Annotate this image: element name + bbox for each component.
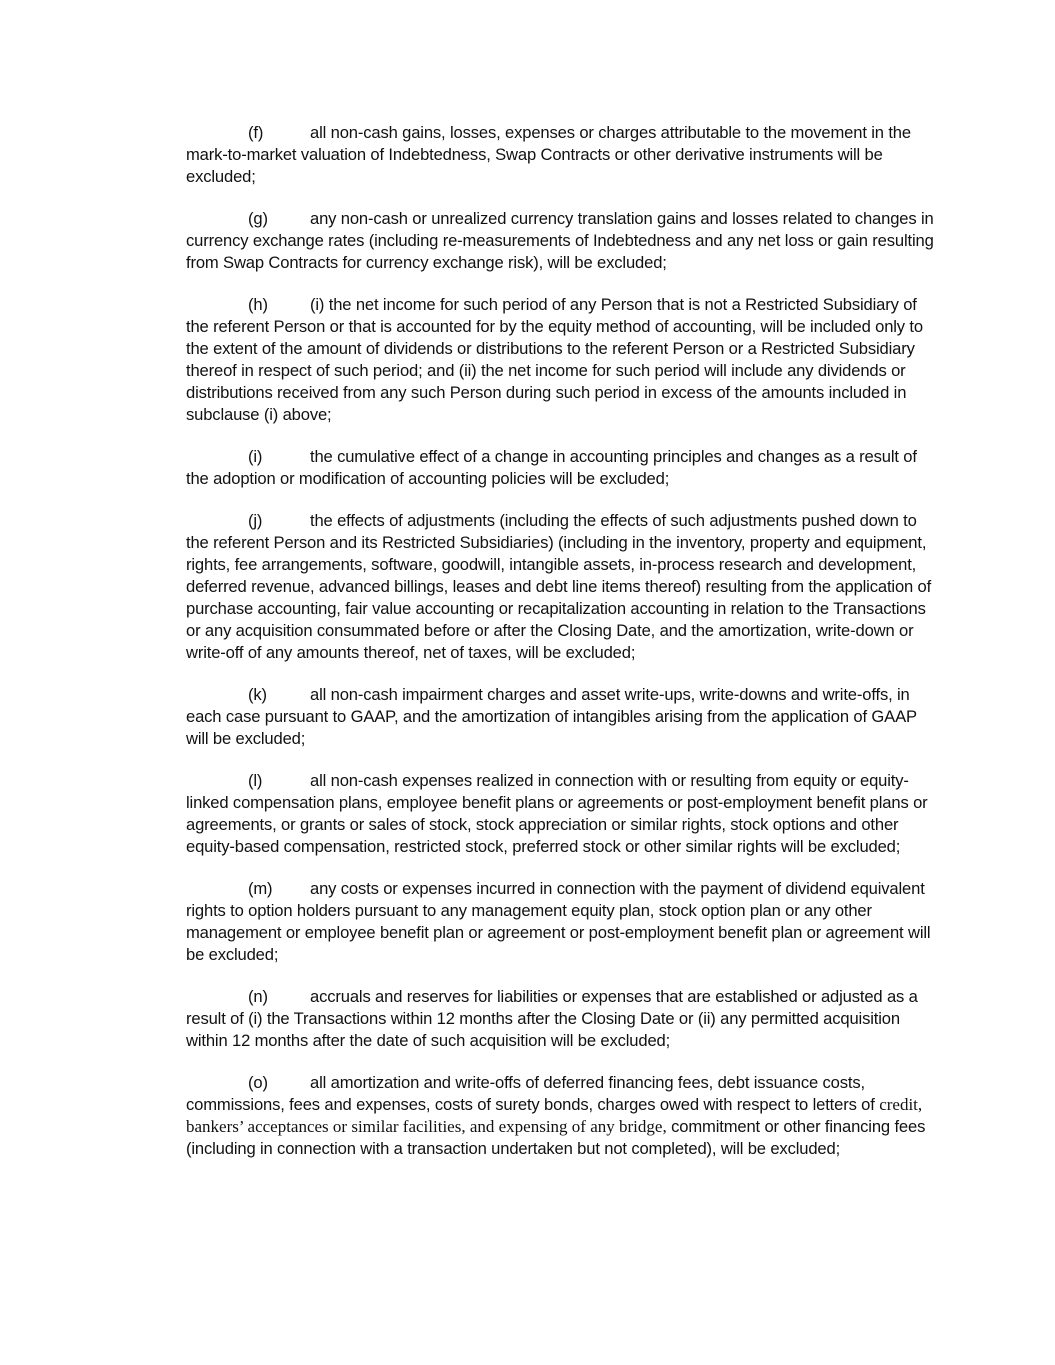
clause-text: (i) the net income for such period of any Person that is not a Restricted Subsidiary of the referent Person or that is accounted for by the equity method of accounting, will be included only to the extent of the amount of dividends or distributions to the referent Person or a Restricted Subsidiary thereof in respect of such period; and (ii) the net income for such period will include any dividends or distributions received from any such Person during such period in excess of the amounts included in subclause (i) above; xyxy=(186,295,923,424)
clause-label: (f) xyxy=(248,123,264,142)
clause-label: (g) xyxy=(248,209,268,228)
clause-n xyxy=(186,986,938,1052)
clause-label: (i) xyxy=(248,447,263,466)
clause-text: commitment or other financing fees (including in connection with a transaction undertaken but not completed), will be excluded; xyxy=(186,1117,926,1158)
clause-h xyxy=(186,294,938,426)
clause-label: (j) xyxy=(248,511,263,530)
clause-text: all non-cash expenses realized in connection with or resulting from equity or equity-linked compensation plans, employee benefit plans or agreements or post-employment benefit plans or agreements, or grants or sales of stock, stock appreciation or similar rights, stock options and other equity-based compensation, restricted stock, preferred stock or other similar rights will be excluded; xyxy=(186,771,928,856)
clause-text: all non-cash gains, losses, expenses or charges attributable to the movement in the mark-to-market valuation of Indebtedness, Swap Contracts or other derivative instruments will be excluded; xyxy=(186,123,911,186)
clause-text: the effects of adjustments (including the effects of such adjustments pushed down to the referent Person and its Restricted Subsidiaries) (including in the inventory, property and equipment, rights, fee arrangements, software, goodwill, intangible assets, in-process research and development, deferred revenue, advanced billings, leases and debt line items thereof) resulting from the application of purchase accounting, fair value accounting or recapitalization accounting in relation to the Transactions or any acquisition consummated before or after the Closing Date, and the amortization, write-down or write-off of any amounts thereof, net of taxes, will be excluded; xyxy=(186,511,932,662)
clause-k xyxy=(186,684,938,750)
clause-text-serif-run: credit, bankers’ acceptances or similar facilities, and expensing of any bridge, xyxy=(186,1095,923,1136)
clause-i xyxy=(186,446,938,490)
clause-text: the cumulative effect of a change in accounting principles and changes as a result of the adoption or modification of accounting policies will be excluded; xyxy=(186,447,917,488)
clause-text: any costs or expenses incurred in connection with the payment of dividend equivalent rights to option holders pursuant to any management equity plan, stock option plan or any other management or employee benefit plan or agreement or post-employment benefit plan or agreement will be excluded; xyxy=(186,879,931,964)
document-page xyxy=(186,122,938,1180)
clause-label: (o) xyxy=(248,1073,268,1092)
clause-g xyxy=(186,208,938,274)
clause-l xyxy=(186,770,938,858)
clause-j xyxy=(186,510,938,664)
clause-label: (k) xyxy=(248,685,267,704)
clause-f xyxy=(186,122,938,188)
clause-text: all amortization and write-offs of deferred financing fees, debt issuance costs, commissions, fees and expenses, costs of surety bonds, charges owed with respect to letters of xyxy=(186,1073,880,1114)
clause-label: (n) xyxy=(248,987,268,1006)
clause-text: all non-cash impairment charges and asset write-ups, write-downs and write-offs, in each case pursuant to GAAP, and the amortization of intangibles arising from the application of GAAP will be excluded; xyxy=(186,685,917,748)
clause-label: (l) xyxy=(248,771,263,790)
clause-m xyxy=(186,878,938,966)
clause-text: accruals and reserves for liabilities or expenses that are established or adjusted as a result of (i) the Transactions within 12 months after the Closing Date or (ii) any permitted acquisition within 12 months after the date of such acquisition will be excluded; xyxy=(186,987,918,1050)
clause-label: (h) xyxy=(248,295,268,314)
clause-o xyxy=(186,1072,938,1160)
clause-label: (m) xyxy=(248,879,273,898)
clause-text: any non-cash or unrealized currency translation gains and losses related to changes in currency exchange rates (including re-measurements of Indebtedness and any net loss or gain resulting from Swap Contracts for currency exchange risk), will be excluded; xyxy=(186,209,934,272)
